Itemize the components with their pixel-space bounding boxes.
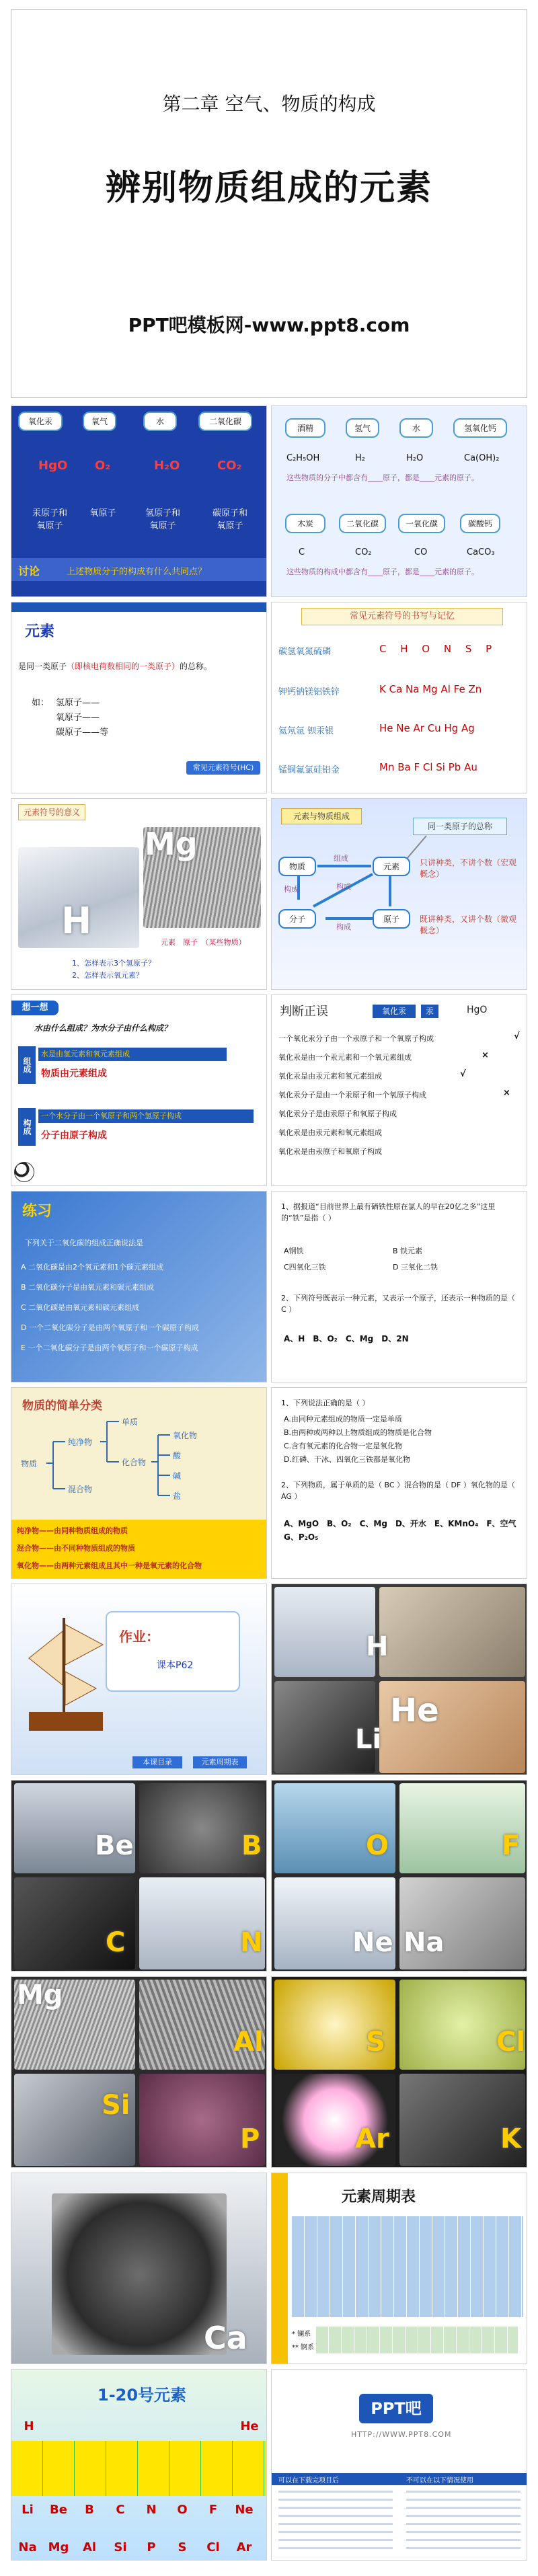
soccer-ball-icon bbox=[14, 1162, 34, 1182]
calcium-photo bbox=[52, 2193, 227, 2355]
sailing-ship-icon bbox=[15, 1604, 116, 1746]
slide-symbol-meaning bbox=[11, 798, 267, 990]
el-b: B bbox=[85, 2503, 94, 2517]
meaning-caption: 元素 原子 （某些物质） bbox=[161, 938, 246, 947]
slide-quiz-1 bbox=[271, 1191, 527, 1382]
judge-item-6: 氧化汞是由汞元素和氧元素组成 bbox=[278, 1128, 382, 1137]
symbols-banner: 常见元素符号的书写与记忆 bbox=[301, 608, 503, 625]
tree-salt: 盐 bbox=[173, 1491, 182, 1501]
homework-card bbox=[106, 1611, 240, 1692]
photo-letter-h: H bbox=[366, 1631, 389, 1662]
el-be: Be bbox=[50, 2503, 67, 2517]
photo-letter-ca: Ca bbox=[204, 2320, 247, 2356]
brand-logo: PPT吧 bbox=[359, 2394, 433, 2423]
title-slide bbox=[11, 9, 527, 398]
formula-c: C bbox=[299, 547, 305, 557]
node-substance: 物质 bbox=[278, 857, 316, 876]
formula-co: CO bbox=[414, 547, 428, 557]
chapter-heading: 第二章 空气、物质的构成 bbox=[162, 93, 376, 115]
slide-quiz-2 bbox=[271, 1387, 527, 1579]
el-s: S bbox=[178, 2540, 187, 2554]
label-compose: 组成 bbox=[334, 854, 348, 863]
slide-photos-h bbox=[271, 1584, 527, 1775]
brand-url[interactable]: HTTP://WWW.PPT8.COM bbox=[351, 2430, 452, 2439]
brace-pure bbox=[100, 1421, 119, 1462]
slide-think bbox=[11, 994, 267, 1186]
atoms-hgo: 汞原子和 氧原子 bbox=[32, 508, 67, 531]
side-stripe bbox=[272, 2173, 288, 2364]
bottom-sentence: 这些物质的构成中都含有____原子，都是____元素的原子。 bbox=[286, 568, 479, 576]
photo-letter-b: B bbox=[241, 1830, 262, 1861]
definition-post: 的总称。 bbox=[180, 662, 213, 671]
box-water-2: 水 bbox=[399, 418, 433, 438]
formula-hgo: HgO bbox=[38, 459, 68, 473]
box-carbon-monoxide: 一氧化碳 bbox=[398, 514, 445, 533]
sym-row-4: Mn Ba F Cl Si Pb Au bbox=[379, 761, 477, 773]
exercise-option-d: D 一个二氧化碳分子是由两个氧原子和一个碳原子构成 bbox=[21, 1323, 199, 1332]
common-symbols-button[interactable]: 常见元素符号(HC) bbox=[186, 761, 260, 775]
judge-mark-1: √ bbox=[514, 1031, 520, 1042]
tree-oxide: 氧化物 bbox=[173, 1431, 198, 1440]
slide-homework bbox=[11, 1584, 267, 1775]
box-calcium-carbonate: 碳酸钙 bbox=[460, 514, 500, 533]
slide-exercise bbox=[11, 1191, 267, 1382]
slide-photos-o bbox=[271, 1780, 527, 1972]
box-water: 水 bbox=[143, 412, 177, 431]
quiz-q1-a: A钢铁 bbox=[284, 1247, 304, 1255]
photo-letter-na: Na bbox=[404, 1927, 445, 1958]
definition-paren: （即核电荷数相同的一类原子） bbox=[67, 662, 180, 671]
question-1: 1、怎样表示3个氢原子？ bbox=[72, 959, 155, 968]
judge-item-1: 一个氧化汞分子由一个汞原子和一个氧原子构成 bbox=[278, 1034, 434, 1043]
atoms-co2: 碳原子和 氧原子 bbox=[212, 508, 247, 531]
tree-root: 物质 bbox=[21, 1459, 38, 1469]
classification-heading: 物质的简单分类 bbox=[22, 1399, 102, 1413]
lanthanide-rows bbox=[316, 2327, 518, 2353]
shell-band-2 bbox=[11, 2441, 267, 2496]
quiz-q2-options: A、H B、O₂ C、Mg D、2N bbox=[284, 1334, 409, 1343]
judge-mark-3: √ bbox=[460, 1069, 466, 1079]
node-molecule: 分子 bbox=[278, 909, 316, 929]
box-mercury-oxide: 氧化汞 bbox=[18, 412, 63, 431]
tree-base: 碱 bbox=[173, 1471, 182, 1481]
letter-mg: Mg bbox=[145, 826, 198, 862]
quiz2-q1-b: B.由两种或两种以上物质组成的物质是化合物 bbox=[284, 1428, 432, 1437]
element-heading: 元素 bbox=[25, 623, 55, 640]
formula-h2: H₂ bbox=[355, 453, 365, 463]
photo-letter-li: Li bbox=[355, 1724, 382, 1755]
photo-letter-p: P bbox=[240, 2123, 260, 2154]
box-co2: 二氧化碳 bbox=[198, 412, 252, 431]
brand-bar-right: 不可以在以下情况使用 bbox=[406, 2477, 473, 2485]
el-h: H bbox=[24, 2419, 34, 2433]
formula-caco3: CaCO₃ bbox=[467, 547, 495, 557]
label-construct-1: 构成 bbox=[284, 885, 299, 894]
tag-mercury: 汞 bbox=[421, 1005, 438, 1018]
compose-answer: 物质由元素组成 bbox=[41, 1068, 107, 1079]
box-carbon-dioxide: 二氧化碳 bbox=[339, 514, 386, 533]
definition bbox=[18, 660, 212, 672]
brand-bar-left: 可以在下载完项目后 bbox=[278, 2477, 339, 2485]
el-f: F bbox=[208, 2503, 218, 2517]
cn-row-4: 锰铜氟氯硅铅金 bbox=[278, 765, 340, 775]
el-p: P bbox=[147, 2540, 156, 2554]
quiz-q1-b: B 铁元素 bbox=[393, 1247, 423, 1255]
macro-note: 只讲种类，不讲个数（宏观概念） bbox=[420, 858, 517, 879]
first-20-title: 1-20号元素 bbox=[98, 2386, 187, 2405]
el-al: Al bbox=[82, 2540, 97, 2554]
box-hydrogen: 氢气 bbox=[346, 418, 379, 438]
judge-item-7: 氧化汞是由汞原子和氧原子构成 bbox=[278, 1147, 382, 1156]
example-o: 氧原子—— bbox=[56, 713, 100, 723]
tree-compound: 化合物 bbox=[122, 1458, 147, 1467]
atoms-h2o: 氢原子和 氧原子 bbox=[145, 508, 180, 531]
formula-caoh2: Ca(OH)₂ bbox=[464, 453, 500, 463]
slide-judge bbox=[271, 994, 527, 1186]
top-stripe bbox=[11, 602, 266, 612]
construct-line: 一个水分子由一个氧原子和两个氢原子构成 bbox=[38, 1109, 254, 1123]
examples-label: 如： bbox=[32, 698, 50, 708]
quiz-q1-d: D 三氧化二铁 bbox=[393, 1263, 438, 1272]
brace-compound bbox=[151, 1435, 170, 1495]
think-badge: 想一想 bbox=[11, 1001, 59, 1015]
exercise-option-b: B 二氧化碳分子是由氧元素和碳元素组成 bbox=[21, 1283, 155, 1292]
tag-mercury-oxide: 氧化汞 bbox=[373, 1005, 416, 1018]
node-element: 元素 bbox=[373, 857, 410, 876]
def-oxide: 氧化物——由两种元素组成且其中一种是氧元素的化合物 bbox=[17, 1561, 202, 1570]
photo-letter-si: Si bbox=[102, 2090, 130, 2121]
slide-molecules bbox=[11, 405, 267, 597]
photo-letter-n: N bbox=[240, 1927, 263, 1958]
example-c: 碳原子——等 bbox=[56, 728, 109, 738]
el-mg: Mg bbox=[48, 2540, 69, 2554]
def-mixture: 混合物——由不同种物质组成的物质 bbox=[17, 1544, 135, 1553]
slide-photo-ca bbox=[11, 2173, 267, 2364]
quiz-q1-c: C四氧化三铁 bbox=[284, 1263, 326, 1272]
periodic-title: 元素周期表 bbox=[342, 2189, 416, 2206]
formula-o2: O₂ bbox=[95, 459, 111, 473]
judge-item-2: 氧化汞是由一个汞元素和一个氧元素组成 bbox=[278, 1053, 412, 1062]
exercise-option-c: C 二氧化碳是由氧元素和碳元素组成 bbox=[21, 1303, 140, 1312]
exercise-intro: 下列关于二氧化碳的组成正确说法是 bbox=[25, 1239, 143, 1247]
label-compose-tag: 组成 bbox=[18, 1046, 36, 1084]
judge-heading: 判断正误 bbox=[280, 1005, 328, 1019]
photo-letter-ar: Ar bbox=[355, 2123, 389, 2154]
box-oxygen: 氧气 bbox=[83, 412, 116, 431]
label-construct-2: 构成 bbox=[336, 882, 351, 891]
cn-row-1: 碳氢氧氮硫磷 bbox=[278, 647, 332, 657]
think-question: 水由什么组成？为水分子由什么构成？ bbox=[34, 1023, 172, 1033]
footnote-actinide: ** 锕系 bbox=[292, 2344, 315, 2351]
tree-simple: 单质 bbox=[122, 1417, 139, 1427]
exercise-heading: 练习 bbox=[22, 1203, 52, 1220]
slide-photos-s bbox=[271, 1976, 527, 2168]
exercise-option-e: E 一个二氧化碳分子是由两个氧原子和一个碳原子构成 bbox=[21, 1343, 198, 1352]
periodic-grid bbox=[292, 2216, 523, 2317]
site-credit: PPT吧模板网-www.ppt8.com bbox=[128, 314, 410, 336]
el-he: He bbox=[240, 2419, 259, 2433]
judge-mark-2: × bbox=[482, 1050, 489, 1060]
photo-letter-be: Be bbox=[95, 1830, 134, 1861]
tag-hgo: HgO bbox=[467, 1005, 488, 1015]
brace-root bbox=[46, 1442, 65, 1489]
photo-letter-s: S bbox=[366, 2027, 385, 2058]
quiz-q1: 1、据报道“目前世界上最有硒铁性原在氯人的早在20亿之多”这里的“铁”是指（ ） bbox=[281, 1202, 496, 1222]
formula-co2-2: CO₂ bbox=[355, 547, 372, 557]
photo-letter-o: O bbox=[366, 1830, 389, 1861]
formula-h2o: H₂O bbox=[154, 459, 180, 473]
homework-page: 课本P62 bbox=[157, 1660, 194, 1671]
box-alcohol: 酒精 bbox=[285, 418, 325, 438]
lesson-title: 辨别物质组成的元素 bbox=[105, 168, 432, 208]
homework-title: 作业： bbox=[119, 1629, 159, 1645]
meaning-banner: 元素符号的意义 bbox=[18, 804, 85, 820]
el-o: O bbox=[177, 2503, 188, 2517]
tree-acid: 酸 bbox=[173, 1451, 182, 1460]
exercise-option-a: A 二氧化碳是由2个氧元素和1个碳元素组成 bbox=[21, 1263, 164, 1272]
el-ne: Ne bbox=[235, 2503, 254, 2517]
cn-row-2: 钾钙钠镁铝铁锌 bbox=[278, 687, 340, 697]
photo-letter-ne: Ne bbox=[352, 1927, 393, 1958]
box-calcium-hydroxide: 氢氧化钙 bbox=[453, 418, 507, 438]
quiz2-q1-a: A.由同种元素组成的物质一定是单质 bbox=[284, 1415, 402, 1423]
el-na: Na bbox=[18, 2540, 37, 2554]
sym-row-2: K Ca Na Mg Al Fe Zn bbox=[379, 683, 482, 695]
definitions-box bbox=[11, 1520, 267, 1579]
slide-brand bbox=[271, 2369, 527, 2561]
contents-button[interactable]: 本课目录 bbox=[132, 1756, 182, 1768]
same-atom-note: 同一类原子的总称 bbox=[413, 818, 507, 835]
sym-row-3: He Ne Ar Cu Hg Ag bbox=[379, 722, 475, 734]
definition-pre: 是同一类原子 bbox=[18, 662, 67, 671]
quiz2-q1-d: D.红磷、干冰、四氧化三铁都是氧化物 bbox=[284, 1455, 410, 1464]
box-charcoal: 木炭 bbox=[285, 514, 325, 533]
periodic-table-button[interactable]: 元素周期表 bbox=[193, 1756, 247, 1768]
discuss-text: 上述物质分子的构成有什么共同点？ bbox=[67, 567, 207, 577]
letter-h: H bbox=[61, 900, 92, 942]
formula-co2: CO₂ bbox=[217, 459, 242, 473]
slide-relation bbox=[271, 798, 527, 990]
tree-mixture: 混合物 bbox=[68, 1485, 93, 1494]
quiz2-q1: 1、下列说法正确的是（ ） bbox=[281, 1399, 370, 1407]
el-n: N bbox=[146, 2503, 157, 2517]
label-construct-3: 构成 bbox=[336, 923, 351, 931]
micro-note: 既讲种类，又讲个数（微观概念） bbox=[420, 914, 517, 935]
relation-banner: 元素与物质组成 bbox=[281, 808, 362, 824]
gas-jar-photo bbox=[274, 1587, 375, 1677]
slide-photos-mg bbox=[11, 1976, 267, 2168]
arrow-element-note bbox=[406, 836, 426, 859]
quiz2-q2-options: A、MgO B、O₂ C、Mg D、开水 E、KMnO₄ F、空气 G、P₂O₅ bbox=[284, 1519, 525, 1542]
quiz2-q1-c: C.含有氧元素的化合物一定是氧化物 bbox=[284, 1442, 403, 1450]
example-h: 氢原子—— bbox=[56, 698, 100, 708]
tree-pure: 纯净物 bbox=[68, 1438, 93, 1447]
photo-letter-f: F bbox=[502, 1830, 521, 1861]
balloon-photo bbox=[379, 1587, 525, 1677]
el-cl: Cl bbox=[206, 2540, 220, 2554]
slide-photos-be bbox=[11, 1780, 267, 1972]
photo-letter-cl: Cl bbox=[496, 2027, 526, 2058]
judge-item-5: 氧化汞分子是由汞原子和氧原子构成 bbox=[278, 1109, 397, 1118]
top-sentence: 这些物质的分子中都含有____原子，都是____元素的原子。 bbox=[286, 473, 479, 482]
atoms-o2: 氧原子 bbox=[89, 508, 116, 518]
slide-symbols bbox=[271, 602, 527, 793]
brand-rules-right bbox=[406, 2491, 521, 2551]
el-li: Li bbox=[22, 2503, 34, 2517]
photo-letter-he: He bbox=[390, 1692, 439, 1729]
judge-mark-4: × bbox=[503, 1088, 510, 1098]
formula-water: H₂O bbox=[406, 453, 424, 463]
photo-letter-al: Al bbox=[233, 2027, 264, 2058]
brand-bar bbox=[272, 2473, 527, 2485]
construct-answer: 分子由原子构成 bbox=[41, 1130, 107, 1141]
quiz2-q2: 2、下列物质，属于单质的是（ BC ）混合物的是（ DF ）氧化物的是（ AG ） bbox=[281, 1481, 515, 1501]
discuss-bar bbox=[11, 558, 266, 581]
compose-line: 水是由氢元素和氧元素组成 bbox=[38, 1048, 227, 1061]
slide-first-20 bbox=[11, 2369, 267, 2561]
relation-arrows bbox=[272, 799, 527, 990]
slide-common-atoms bbox=[271, 405, 527, 597]
photo-letter-c: C bbox=[106, 1927, 126, 1958]
def-pure: 纯净物——由同种物质组成的物质 bbox=[17, 1526, 128, 1535]
quiz-q2: 2、下列符号既表示一种元素，又表示一个原子，还表示一种物质的是（ C ） bbox=[281, 1294, 515, 1314]
discuss-label: 讨论 bbox=[18, 565, 40, 578]
cn-row-3: 氦氖氩 钡汞银 bbox=[278, 726, 334, 736]
brand-rules-left bbox=[278, 2491, 393, 2551]
formula-alcohol: C₂H₅OH bbox=[286, 453, 320, 463]
photo-letter-mg: Mg bbox=[17, 1980, 63, 2011]
footnote-lanthanide: * 镧系 bbox=[292, 2331, 311, 2338]
slide-classification bbox=[11, 1387, 267, 1579]
slide-element-def bbox=[11, 602, 267, 793]
question-2: 2、怎样表示氧元素？ bbox=[72, 971, 143, 980]
judge-item-4: 氧化汞分子是由一个汞原子和一个氧原子构成 bbox=[278, 1091, 426, 1099]
el-c: C bbox=[116, 2503, 125, 2517]
el-ar: Ar bbox=[236, 2540, 252, 2554]
label-construct-tag: 构成 bbox=[18, 1108, 36, 1146]
el-si: Si bbox=[114, 2540, 127, 2554]
sym-row-1: C H O N S P bbox=[379, 643, 498, 655]
judge-item-3: 氧化汞是由汞元素和氧元素组成 bbox=[278, 1072, 382, 1081]
slide-periodic-table bbox=[271, 2173, 527, 2364]
photo-letter-k: K bbox=[500, 2123, 521, 2154]
node-atom: 原子 bbox=[373, 909, 410, 929]
